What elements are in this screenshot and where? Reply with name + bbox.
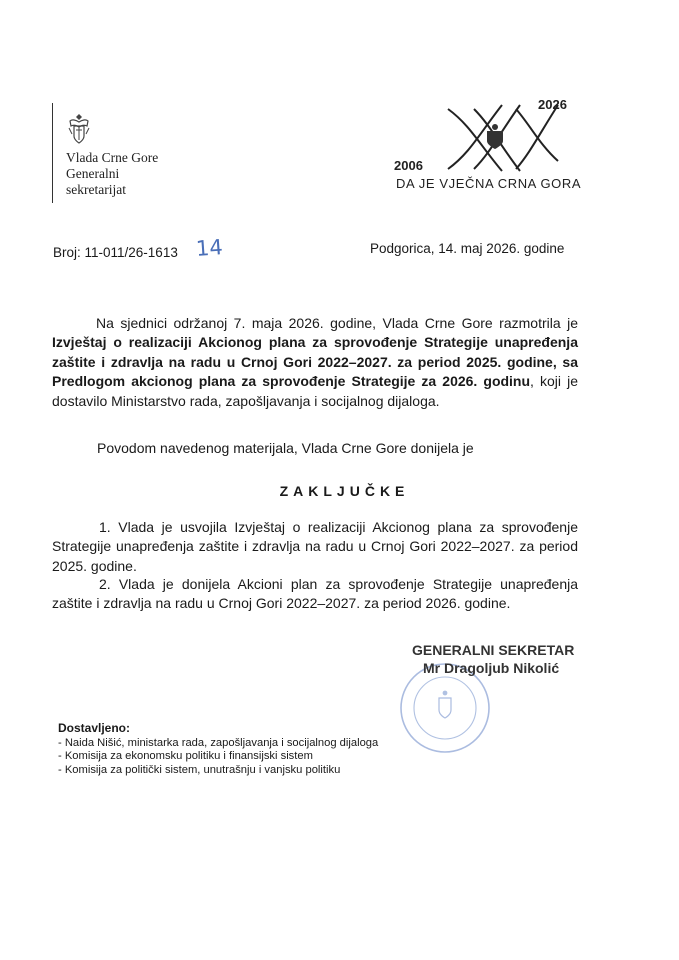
intro-document-title: Izvještaj o realizaciji Akcionog plana za sprovođenje Strategije unapređenja zaštite i zdravlja na radu u Crnoj Gori 2022–2027. za period 2025. godine, sa Predlogom akcionog plana za sprovođenje Strategije za 2026. godinu [52,334,578,390]
org-line: Generalni [66,166,120,181]
conclusions-heading: ZAKLJUČKE [279,483,410,499]
logo-year-right: 2026 [538,97,567,112]
list-item: - Komisija za politički sistem, unutrašnju i vanjsku politiku [58,764,378,777]
distribution-list [58,737,378,777]
reference-number: Broj: 11-011/26-1613 [53,245,178,260]
intro-paragraph [52,314,578,411]
signatory-name: Mr Dragoljub Nikolić [423,660,560,676]
place-date: Podgorica, 14. maj 2026. godine [370,241,565,256]
logo-year-left: 2006 [394,158,423,173]
org-line: sekretarijat [66,182,126,197]
intro-text-end: , koji je dostavilo Ministarstvo rada, zapošljavanja i socijalnog dijaloga. [52,373,578,409]
intro-text: Na sjednici održanoj 7. maja 2026. godine, Vlada Crne Gore razmotrila je [96,315,578,331]
signatory-title: GENERALNI SEKRETAR [412,642,575,658]
conclusion-item: 2. Vlada je donijela Akcioni plan za sprovođenje Strategije unapređenja zaštite i zdravlja na radu u Crnoj Gori 2022–2027. za period 2026. godine. [52,576,578,612]
handwritten-number: 14 [195,235,224,261]
list-item: - Naida Nišić, ministarka rada, zapošljavanja i socijalnog dijaloga [58,737,378,750]
logo-tagline: DA JE VJEČNA CRNA GORA [396,176,582,191]
conclusion-item: 1. Vlada je usvojila Izvještaj o realizaciji Akcionog plana za sprovođenje Strategije unapređenja zaštite i zdravlja na radu u Crnoj Gori 2022–2027. za period 2025. godine. [52,519,578,574]
organization-name [66,150,158,198]
org-line: Vlada Crne Gore [66,150,159,165]
header-divider [52,103,53,203]
decision-intro: Povodom navedenog materijala, Vlada Crne Gore donijela je [97,440,474,456]
distribution-label: Dostavljeno: [58,721,131,735]
coat-of-arms-icon [66,112,92,146]
list-item: - Komisija za ekonomsku politiku i finansijski sistem [58,750,378,763]
